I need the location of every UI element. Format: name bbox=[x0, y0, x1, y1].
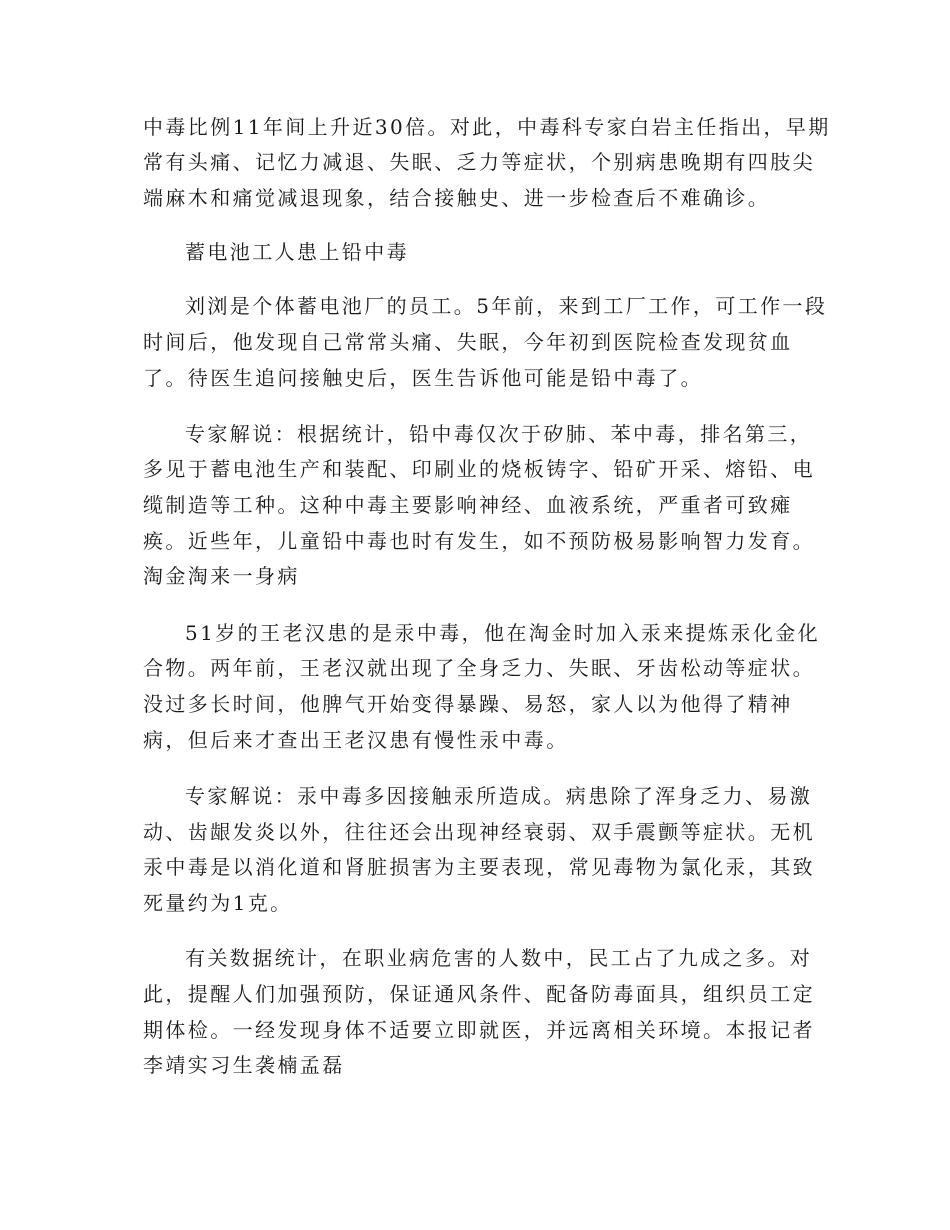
text-line: 专家解说：根据统计，铅中毒仅次于矽肺、苯中毒，排名第三， bbox=[185, 422, 813, 446]
section-heading: 蓄电池工人患上铅中毒 bbox=[185, 240, 409, 264]
text-line: 51岁的王老汉患的是汞中毒，他在淘金时加入汞来提炼汞化金化 bbox=[185, 621, 821, 645]
text-line: 缆制造等工种。这种中毒主要影响神经、血液系统，严重者可致瘫 bbox=[143, 493, 793, 517]
text-line: 端麻木和痛觉减退现象，结合接触史、进一步检查后不难确诊。 bbox=[143, 186, 771, 210]
text-line: 期体检。一经发现身体不适要立即就医，并远离相关环境。本报记者 bbox=[143, 1018, 815, 1042]
text-line: 中毒比例11年间上升近30倍。对此，中毒科专家白岩主任指出，早期 bbox=[143, 115, 831, 139]
text-line: 动、齿龈发炎以外，往往还会出现神经衰弱、双手震颤等症状。无机 bbox=[143, 820, 815, 844]
text-line: 专家解说：汞中毒多因接触汞所造成。病患除了浑身乏力、易激 bbox=[185, 784, 813, 808]
text-line: 刘浏是个体蓄电池厂的员工。5年前，来到工厂工作，可工作一段 bbox=[185, 294, 828, 318]
text-line: 有关数据统计，在职业病危害的人数中，民工占了九成之多。对 bbox=[185, 946, 813, 970]
section-heading: 淘金淘来一身病 bbox=[143, 564, 300, 588]
text-line: 痪。近些年，儿童铅中毒也时有发生，如不预防极易影响智力发育。 bbox=[143, 529, 815, 553]
text-line: 了。待医生追问接触史后，医生告诉他可能是铅中毒了。 bbox=[143, 366, 703, 390]
text-line: 时间后，他发现自己常常头痛、失眠，今年初到医院检查发现贫血 bbox=[143, 330, 793, 354]
text-line: 病，但后来才查出王老汉患有慢性汞中毒。 bbox=[143, 728, 569, 752]
text-line: 合物。两年前，王老汉就出现了全身乏力、失眠、牙齿松动等症状。 bbox=[143, 656, 815, 680]
text-line: 多见于蓄电池生产和装配、印刷业的烧板铸字、铅矿开采、熔铅、电 bbox=[143, 457, 815, 481]
text-line: 此，提醒人们加强预防，保证通风条件、配备防毒面具，组织员工定 bbox=[143, 982, 815, 1006]
text-line: 汞中毒是以消化道和肾脏损害为主要表现，常见毒物为氯化汞，其致 bbox=[143, 855, 815, 879]
text-line: 常有头痛、记忆力减退、失眠、乏力等症状，个别病患晚期有四肢尖 bbox=[143, 150, 815, 174]
text-line: 没过多长时间，他脾气开始变得暴躁、易怒，家人以为他得了精神 bbox=[143, 692, 793, 716]
text-line: 李靖实习生袭楠孟磊 bbox=[143, 1053, 345, 1077]
text-line: 死量约为1克。 bbox=[143, 891, 293, 915]
